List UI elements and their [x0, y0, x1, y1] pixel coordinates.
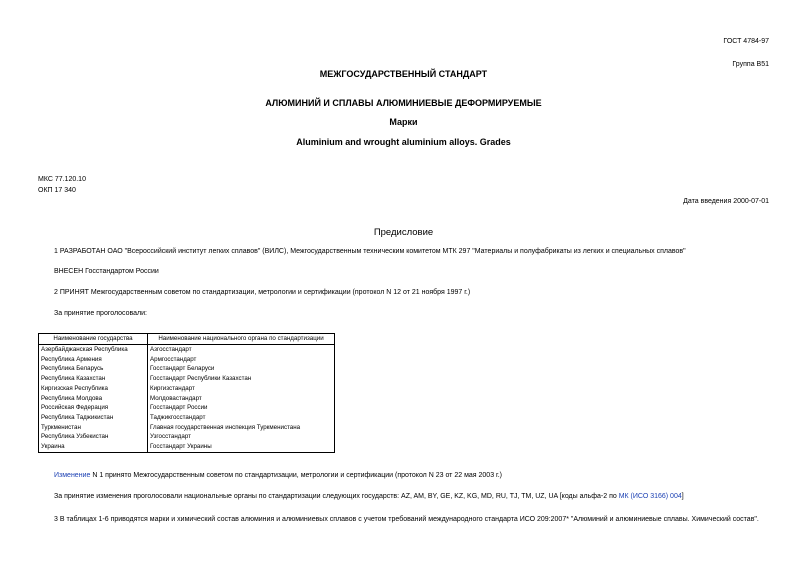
amendment-vote-end: ]	[681, 493, 684, 500]
votes-table	[38, 333, 335, 453]
table-cell-state: Республика Молдова	[39, 394, 148, 404]
table-row	[39, 442, 335, 452]
table-cell-body: Госстандарт Украины	[148, 442, 335, 452]
table-cell-body: Госстандарт Республики Казахстан	[148, 374, 335, 384]
table-cell-state: Республика Беларусь	[39, 364, 148, 374]
foreword-paragraph-1: 1 РАЗРАБОТАН ОАО "Всероссийский институт легких сплавов" (ВИЛС), Межгосударственным техническим комитетом МТК 297 "Материалы и полуфабрикаты из легких и специальных сплавов"	[54, 248, 686, 255]
table-cell-state: Республика Казахстан	[39, 374, 148, 384]
table-cell-state: Туркменистан	[39, 423, 148, 433]
table-cell-body: Узгосстандарт	[148, 432, 335, 442]
table-cell-body: Госстандарт Беларуси	[148, 364, 335, 374]
document-title-line2: АЛЮМИНИЙ И СПЛАВЫ АЛЮМИНИЕВЫЕ ДЕФОРМИРУЕМЫЕ	[265, 98, 542, 108]
table-row	[39, 394, 335, 404]
iso-3166-link[interactable]: МК (ИСО 3166) 004	[618, 493, 682, 500]
table-header-row	[39, 334, 335, 345]
okp-code: ОКП 17 340	[38, 187, 76, 194]
table-cell-body: Азгосстандарт	[148, 345, 335, 355]
foreword-heading: Предисловие	[373, 227, 434, 238]
amendment-vote-paragraph	[54, 493, 684, 500]
table-row	[39, 423, 335, 433]
table-cell-body: Таджикгосстандарт	[148, 413, 335, 423]
table-row	[39, 374, 335, 384]
votes-intro: За принятие проголосовали:	[54, 310, 147, 317]
table-row	[39, 403, 335, 413]
table-cell-state: Азербайджанская Республика	[39, 345, 148, 355]
table-cell-body: Армгосстандарт	[148, 355, 335, 365]
amendment-text: N 1 принято Межгосударственным советом по стандартизации, метрологии и сертификации (протокол N 23 от 22 мая 2003 г.)	[90, 472, 503, 479]
foreword-paragraph-3: 3 В таблицах 1-6 приводятся марки и химический состав алюминия и алюминиевых сплавов с учетом требований международного стандарта ИСО 209:2007* "Алюминий и алюминиевые сплавы. Химический состав".	[54, 516, 759, 523]
document-group: Группа В51	[732, 61, 769, 68]
table-row	[39, 413, 335, 423]
table-cell-body: Молдовастандарт	[148, 394, 335, 404]
amendment-vote-text: За принятие изменения проголосовали национальные органы по стандартизации следующих государств: AZ, AM, BY, GE, KZ, KG, MD, RU, TJ, TM, UZ, UA [коды альфа-2 по	[54, 493, 619, 500]
table-cell-body: Главная государственная инспекция Туркменистана	[148, 423, 335, 433]
table-header-state: Наименование государства	[39, 334, 148, 345]
table-cell-body: Госстандарт России	[148, 403, 335, 413]
table-cell-body: Киргизстандарт	[148, 384, 335, 394]
table-header-body: Наименование национального органа по стандартизации	[148, 334, 335, 345]
mks-code: МКС 77.120.10	[38, 176, 86, 183]
amendment-link[interactable]: Изменение	[54, 472, 91, 479]
table-row	[39, 355, 335, 365]
table-cell-state: Российская Федерация	[39, 403, 148, 413]
table-row	[39, 384, 335, 394]
intro-date: Дата введения 2000-07-01	[683, 198, 769, 205]
table-row	[39, 432, 335, 442]
table-cell-state: Республика Узбекистан	[39, 432, 148, 442]
foreword-introduced: ВНЕСЕН Госстандартом России	[54, 268, 159, 275]
table-cell-state: Республика Таджикистан	[39, 413, 148, 423]
document-code: ГОСТ 4784-97	[723, 38, 769, 45]
table-row	[39, 345, 335, 355]
table-cell-state: Киргизская Республика	[39, 384, 148, 394]
foreword-paragraph-2: 2 ПРИНЯТ Межгосударственным советом по стандартизации, метрологии и сертификации (протокол N 12 от 21 ноября 1997 г.)	[54, 289, 471, 296]
document-title-line3: Марки	[389, 117, 418, 127]
document-title-english: Aluminium and wrought aluminium alloys. Grades	[296, 137, 511, 147]
document-title-line1: МЕЖГОСУДАРСТВЕННЫЙ СТАНДАРТ	[319, 69, 488, 79]
table-row	[39, 364, 335, 374]
table-cell-state: Украина	[39, 442, 148, 452]
table-cell-state: Республика Армения	[39, 355, 148, 365]
amendment-paragraph	[54, 472, 502, 479]
